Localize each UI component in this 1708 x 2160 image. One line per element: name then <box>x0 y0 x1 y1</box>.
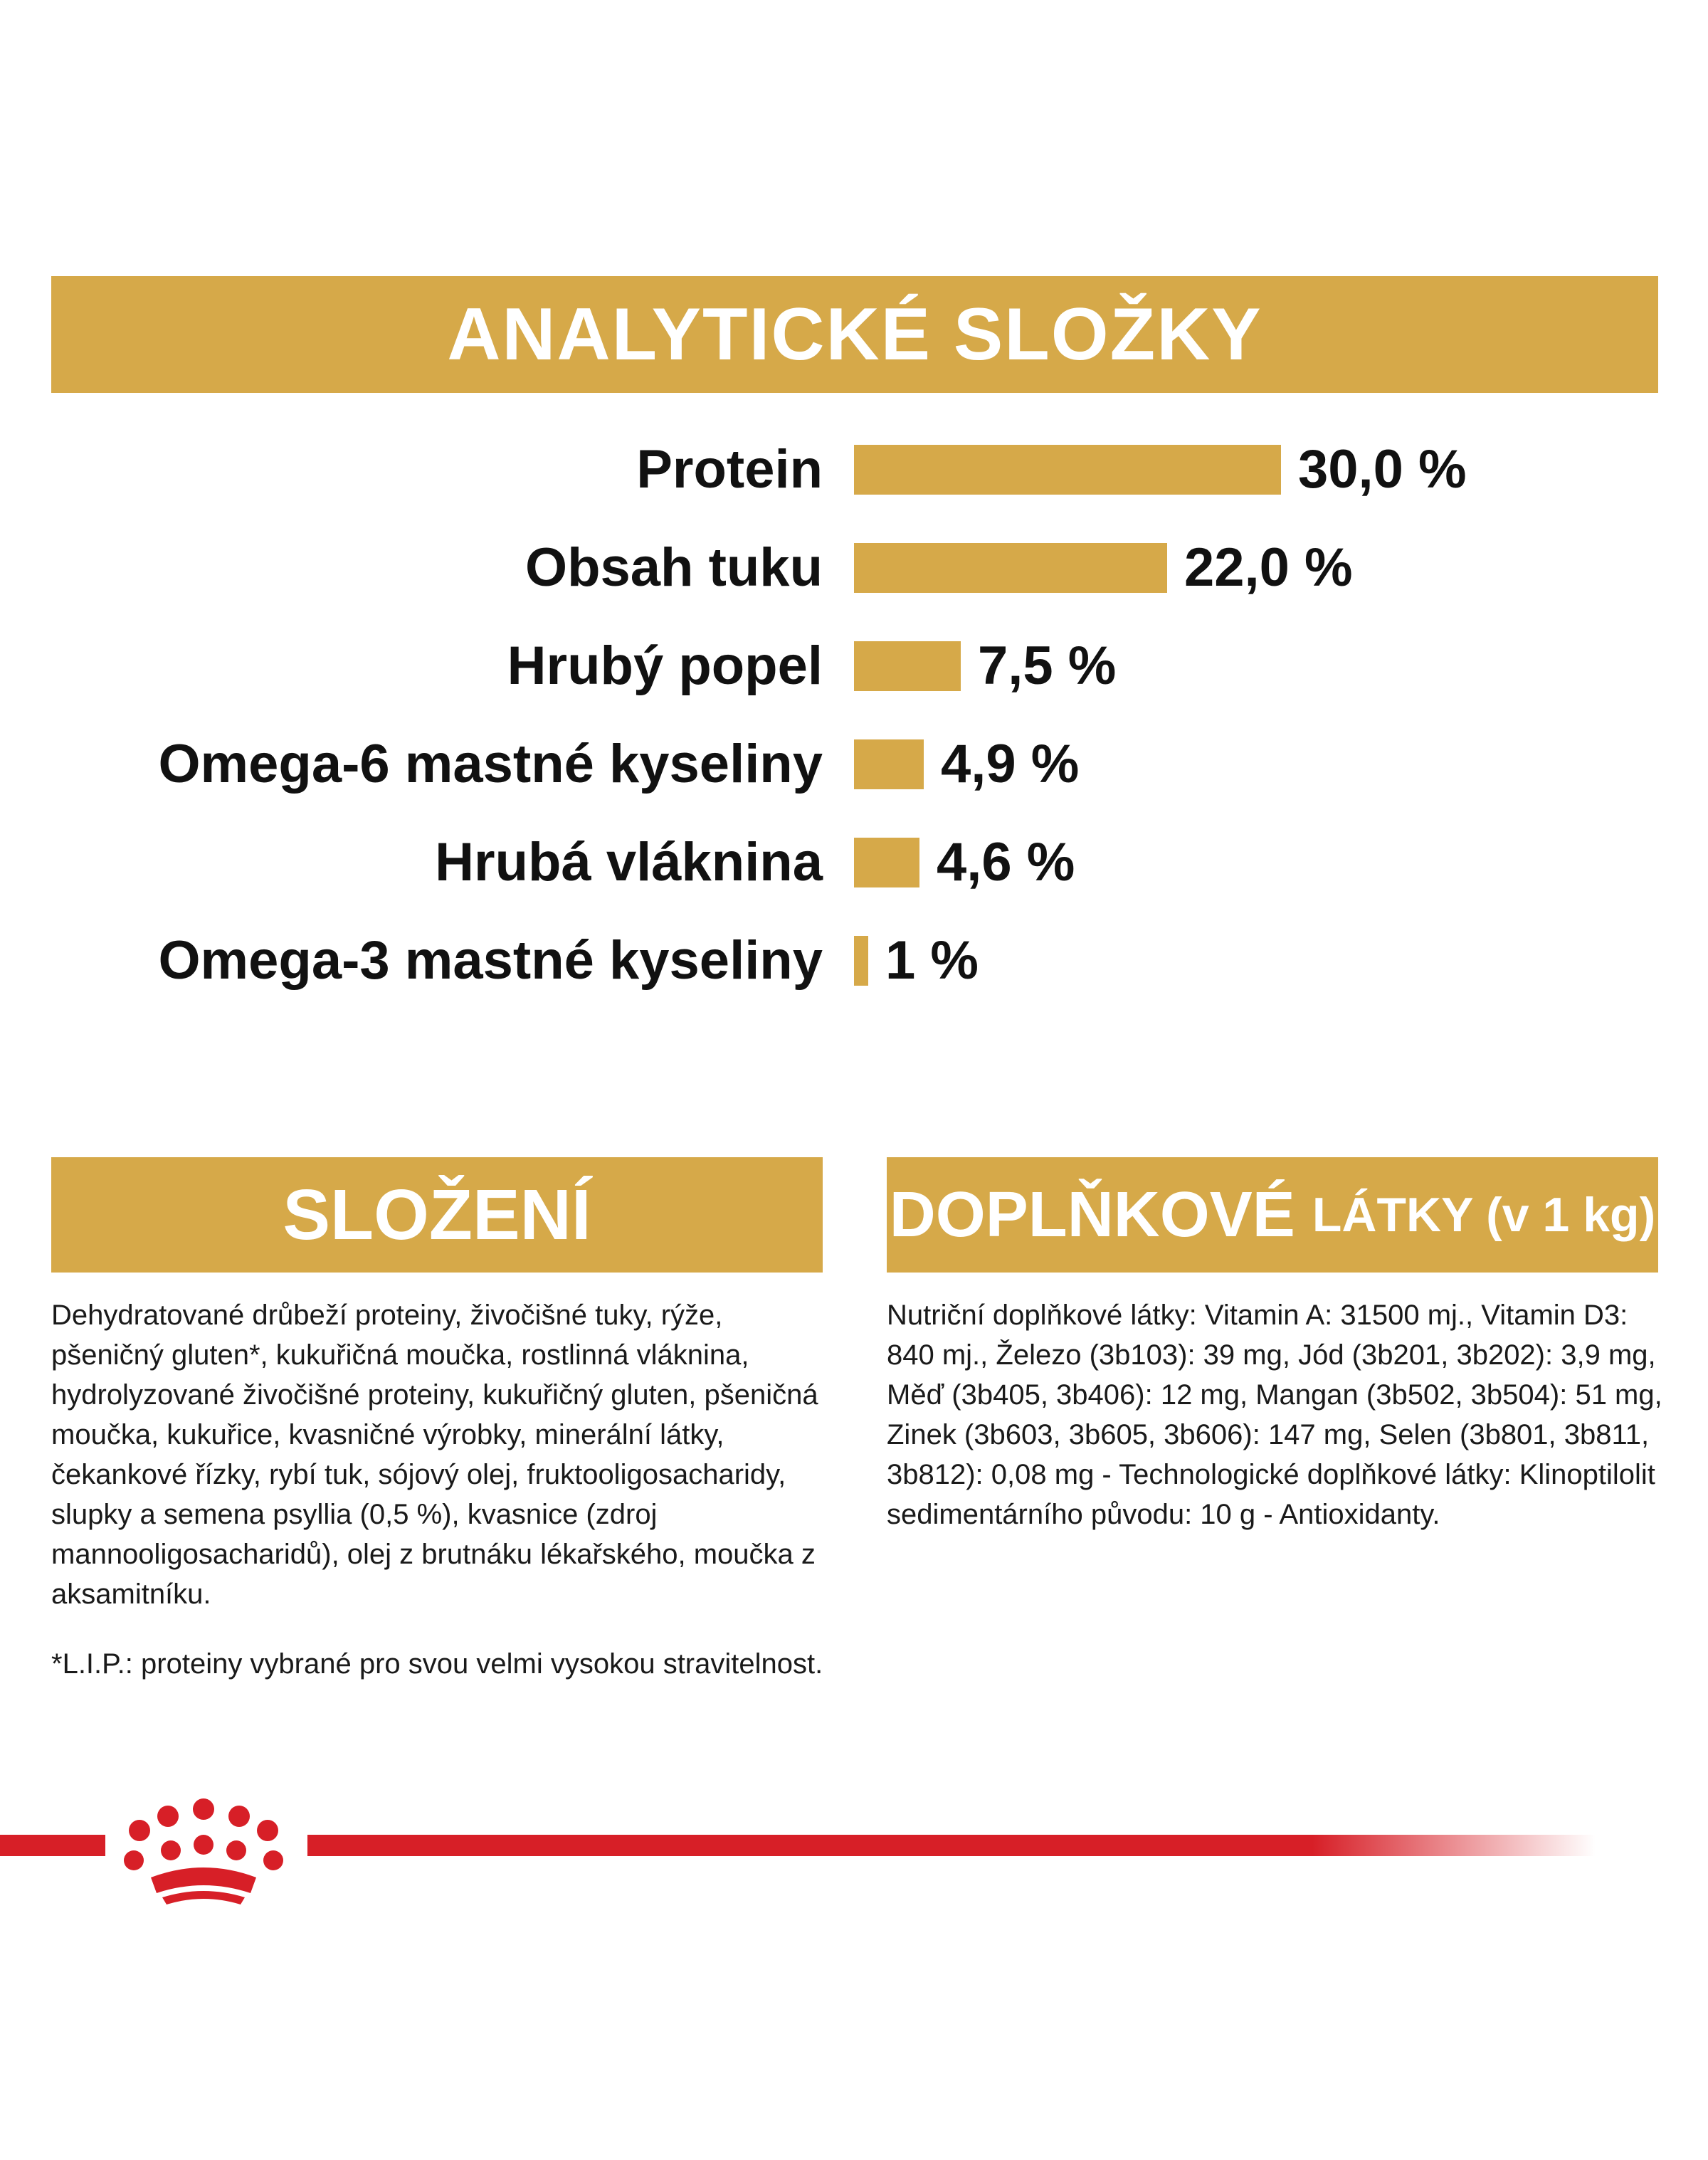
bar-5 <box>854 936 868 986</box>
composition-title: SLOŽENÍ <box>283 1174 591 1255</box>
category-label: Protein <box>636 439 823 500</box>
category-label: Hrubá vláknina <box>435 832 823 892</box>
category-label: Hrubý popel <box>507 636 823 696</box>
brand-footer <box>0 1793 1708 1907</box>
value-label: 4,9 % <box>941 734 1080 794</box>
additives-title-small: LÁTKY (v 1 kg) <box>1312 1188 1656 1242</box>
additives-title-main: DOPLŇKOVÉ <box>889 1179 1295 1250</box>
category-label: Omega-3 mastné kyseliny <box>158 930 823 991</box>
red-line-left <box>0 1835 105 1856</box>
value-label: 7,5 % <box>978 636 1117 696</box>
composition-banner <box>51 1157 823 1273</box>
additives-text: Nutriční doplňkové látky: Vitamin A: 31500 mj., Vitamin D3: 840 mj., Železo (3b103): 39 mg, Jód (3b201, 3b202): 3,9 mg, Měď (3b405, 3b406): 12 mg, Mangan (3b502, 3b504): 51 mg, Zinek (3b603, 3b605, 3b606): 147 mg, Selen (3b801, 3b811, 3b812): 0,08 mg - Technologické doplňkové látky: Klinoptilolit sedimentárního původu: 10 g - Antioxidanty. <box>887 1300 1662 1530</box>
additives-banner <box>887 1157 1658 1273</box>
category-label: Obsah tuku <box>524 537 823 598</box>
bar-2 <box>854 641 961 691</box>
crown-icon <box>124 1798 283 1905</box>
composition-footnote: *L.I.P.: proteiny vybrané pro svou velmi vysokou stravitelnost. <box>51 1648 823 1680</box>
category-label: Omega-6 mastné kyseliny <box>158 734 823 794</box>
value-label: 30,0 % <box>1298 439 1467 500</box>
red-line-right <box>307 1835 1596 1856</box>
bar-4 <box>854 838 919 887</box>
analytic-title: ANALYTICKÉ SLOŽKY <box>447 293 1262 376</box>
bar-1 <box>854 543 1167 593</box>
composition-text: Dehydratované drůbeží proteiny, živočišné tuky, rýže, pšeničný gluten*, kukuřičná moučka, rostlinná vláknina, hydrolyzované živočišné proteiny, kukuřičný gluten, pšeničná moučka, kukuřice, kvasničné výrobky, minerální látky, čekankové řízky, rybí tuk, sójový olej, fruktooligosacharidy, slupky a semena psyllia (0,5 %), kvasnice (zdroj mannooligosacharidů), olej z brutnáku lékařského, moučka z aksamitníku. <box>51 1300 818 1610</box>
bar-0 <box>854 445 1281 495</box>
bar-3 <box>854 739 924 789</box>
value-label: 4,6 % <box>937 832 1075 892</box>
value-label: 22,0 % <box>1184 537 1353 598</box>
value-label: 1 % <box>885 930 979 991</box>
